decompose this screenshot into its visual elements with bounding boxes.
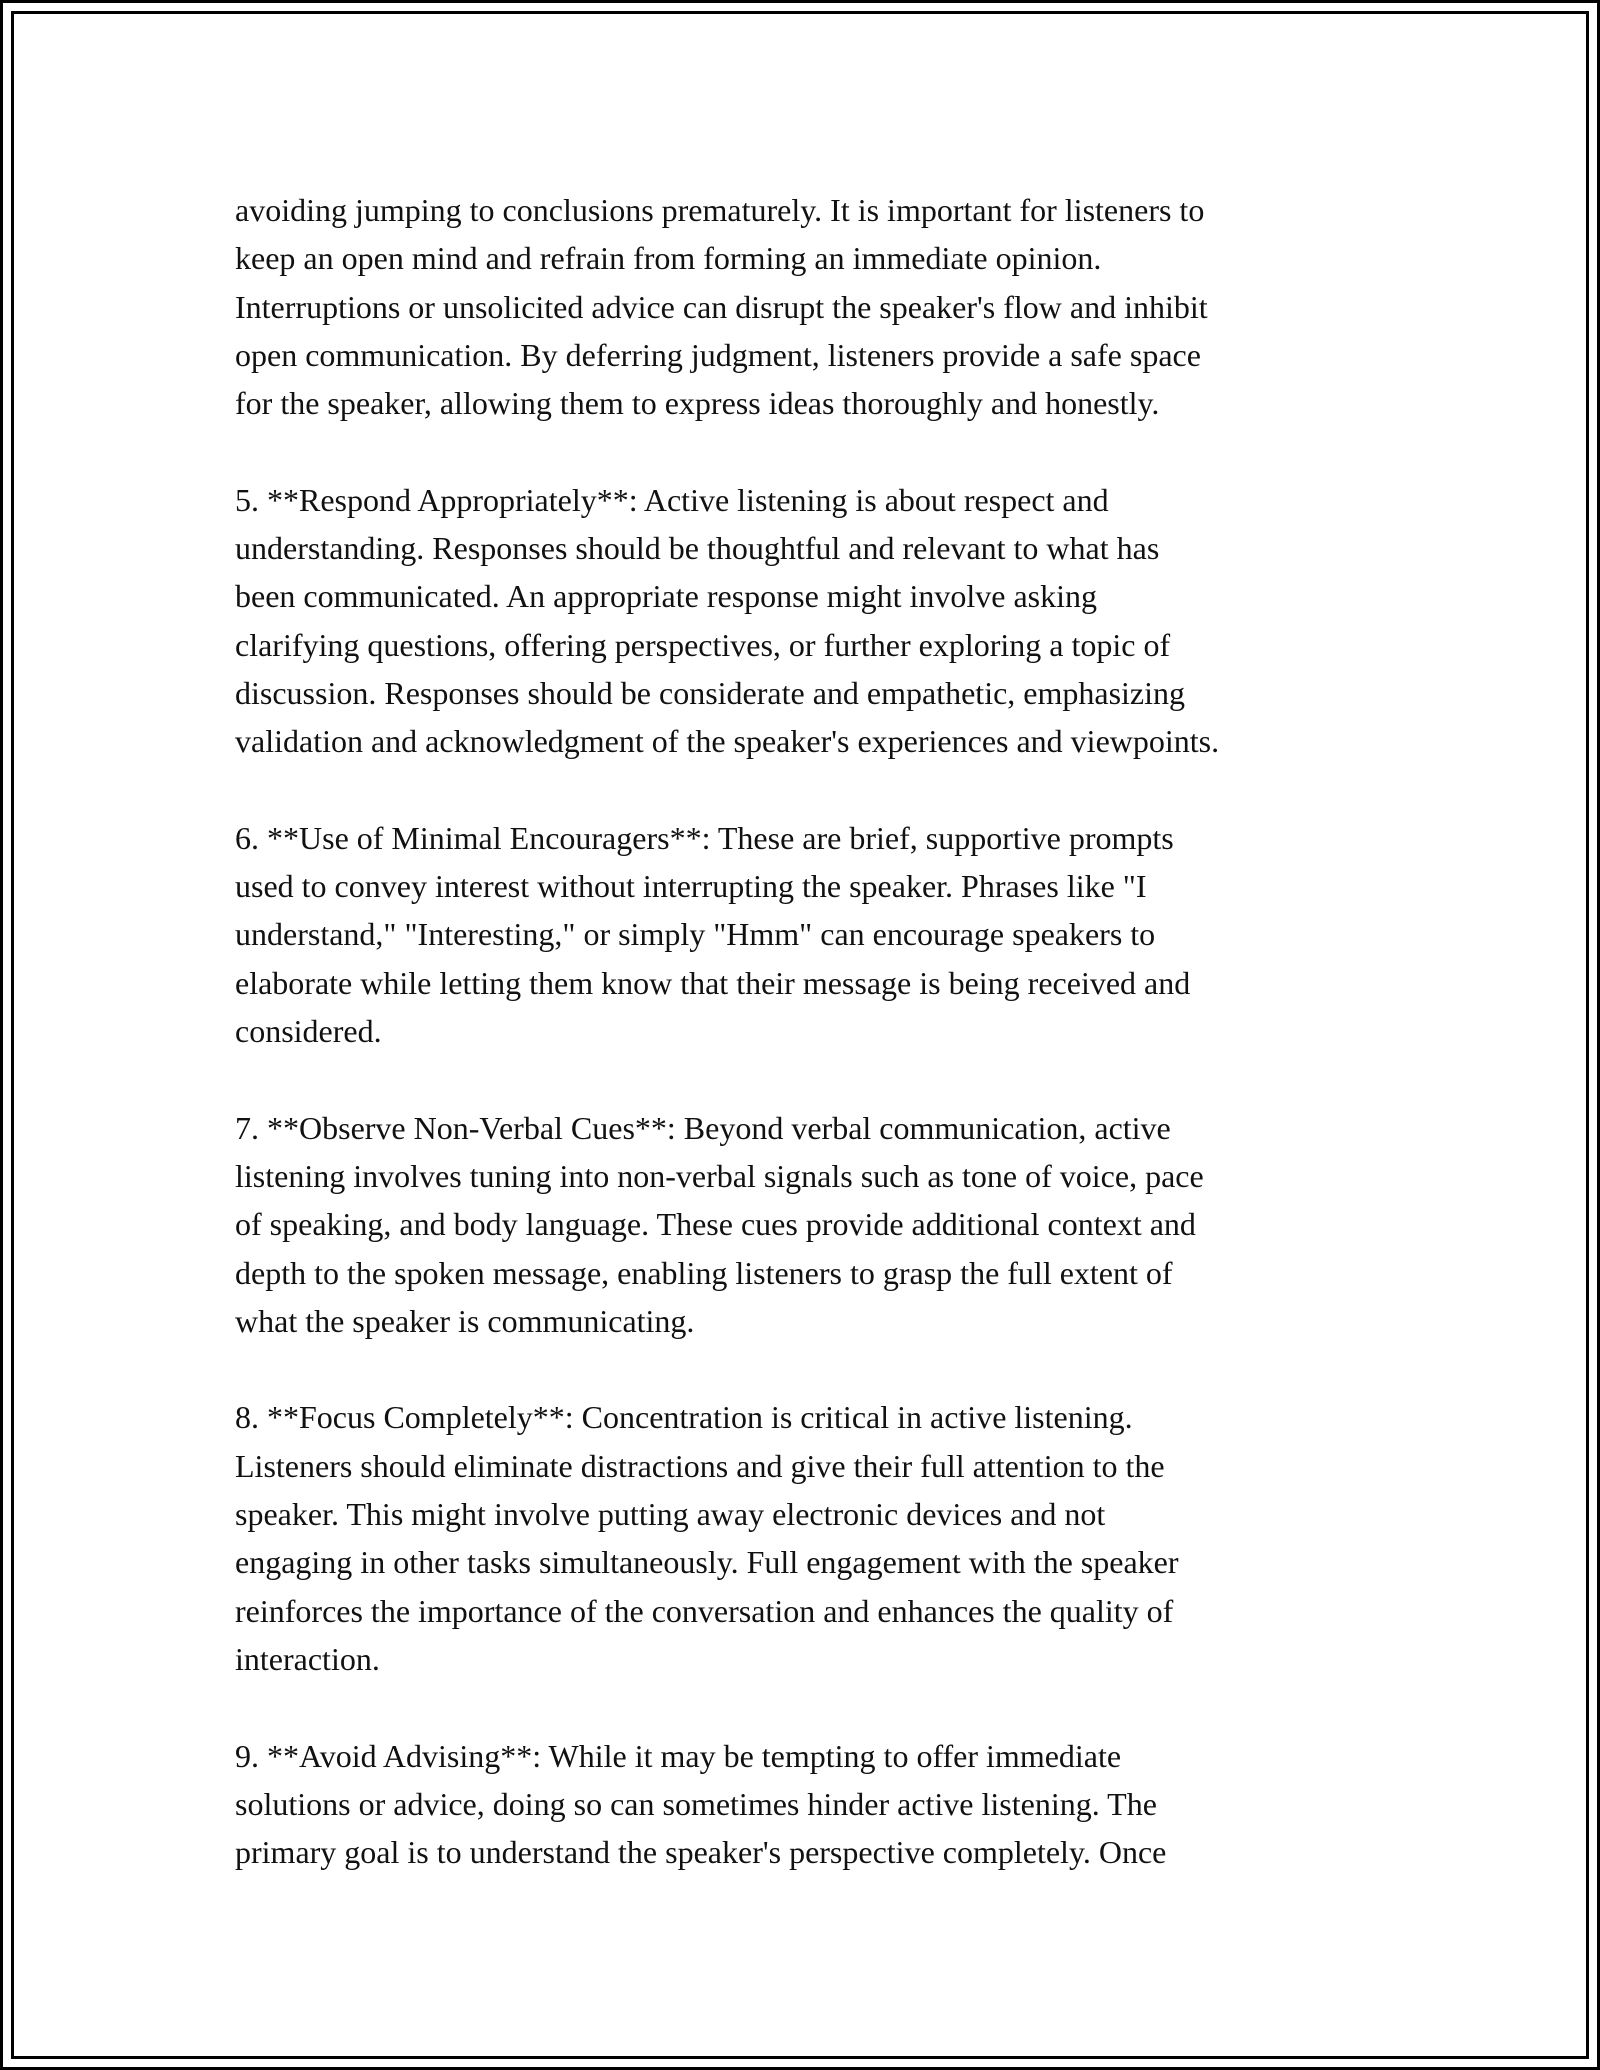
paragraph-non-verbal-cues bbox=[235, 1104, 1375, 1345]
text-line: for the speaker, allowing them to express ideas thoroughly and honestly. bbox=[235, 385, 1160, 422]
paragraph-focus-completely bbox=[235, 1393, 1375, 1683]
text-line: 5. **Respond Appropriately**: Active listening is about respect and bbox=[235, 481, 1109, 518]
text-line: interaction. bbox=[235, 1640, 380, 1677]
text-line: 9. **Avoid Advising**: While it may be tempting to offer immediate bbox=[235, 1737, 1122, 1774]
text-line: depth to the spoken message, enabling listeners to grasp the full extent of bbox=[235, 1254, 1173, 1291]
paragraph-minimal-encouragers bbox=[235, 814, 1375, 1055]
text-line: open communication. By deferring judgment, listeners provide a safe space bbox=[235, 336, 1201, 373]
text-line: of speaking, and body language. These cues provide additional context and bbox=[235, 1206, 1196, 1243]
text-line: 7. **Observe Non-Verbal Cues**: Beyond verbal communication, active bbox=[235, 1109, 1171, 1146]
text-line: understand," "Interesting," or simply "Hmm" can encourage speakers to bbox=[235, 916, 1156, 953]
text-line: discussion. Responses should be considerate and empathetic, emphasizing bbox=[235, 674, 1186, 711]
text-line: keep an open mind and refrain from forming an immediate opinion. bbox=[235, 240, 1102, 277]
text-line: used to convey interest without interrupting the speaker. Phrases like "I bbox=[235, 868, 1147, 905]
paragraph-avoid-advising bbox=[235, 1732, 1375, 1877]
text-line: validation and acknowledgment of the speaker's experiences and viewpoints. bbox=[235, 723, 1220, 760]
text-line: what the speaker is communicating. bbox=[235, 1302, 695, 1339]
text-line: 6. **Use of Minimal Encouragers**: These are brief, supportive prompts bbox=[235, 819, 1174, 856]
text-line: elaborate while letting them know that their message is being received and bbox=[235, 964, 1191, 1001]
text-line: Listeners should eliminate distractions and give their full attention to the bbox=[235, 1447, 1165, 1484]
text-line: reinforces the importance of the conversation and enhances the quality of bbox=[235, 1592, 1174, 1629]
paragraph-continuation bbox=[235, 186, 1375, 427]
text-line: clarifying questions, offering perspectives, or further exploring a topic of bbox=[235, 626, 1171, 663]
text-line: Interruptions or unsolicited advice can disrupt the speaker's flow and inhibit bbox=[235, 288, 1208, 325]
paragraph-respond-appropriately bbox=[235, 476, 1375, 766]
text-line: engaging in other tasks simultaneously. Full engagement with the speaker bbox=[235, 1544, 1179, 1581]
text-line: 8. **Focus Completely**: Concentration is critical in active listening. bbox=[235, 1399, 1133, 1436]
text-line: been communicated. An appropriate response might involve asking bbox=[235, 578, 1097, 615]
text-line: understanding. Responses should be thoughtful and relevant to what has bbox=[235, 530, 1160, 567]
text-line: solutions or advice, doing so can sometimes hinder active listening. The bbox=[235, 1785, 1157, 1822]
document-body bbox=[235, 186, 1375, 1925]
text-line: listening involves tuning into non-verbal signals such as tone of voice, pace bbox=[235, 1157, 1204, 1194]
text-line: speaker. This might involve putting away electronic devices and not bbox=[235, 1496, 1106, 1533]
text-line: avoiding jumping to conclusions prematurely. It is important for listeners to bbox=[235, 192, 1205, 228]
text-line: considered. bbox=[235, 1013, 382, 1050]
text-line: primary goal is to understand the speaker's perspective completely. Once bbox=[235, 1834, 1167, 1871]
